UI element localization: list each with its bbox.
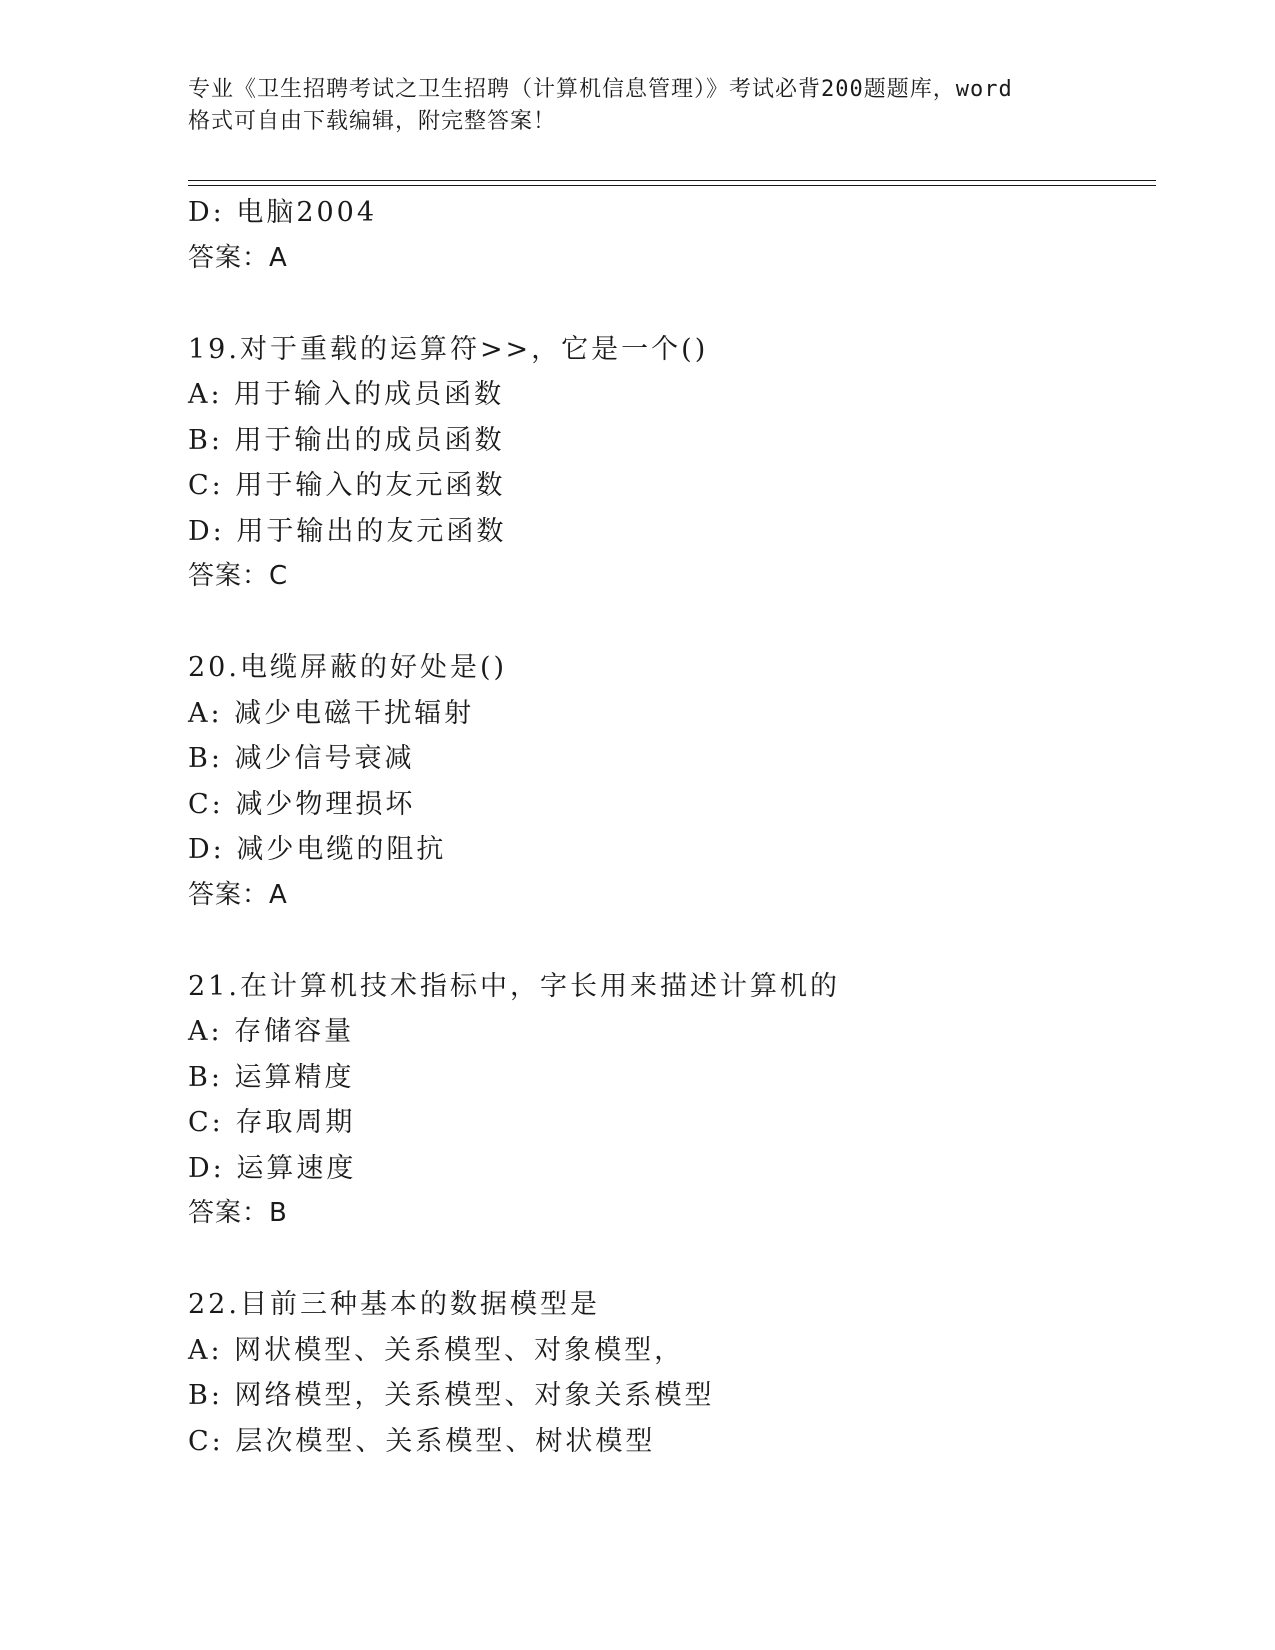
question-stem: 21.在计算机技术指标中，字长用来描述计算机的: [188, 970, 840, 1002]
question-stem: 20.电缆屏蔽的好处是(): [188, 652, 508, 683]
option-c: C: 层次模型、关系模型、树状模型: [188, 1425, 656, 1457]
option-a: A: 减少电磁干扰辐射: [188, 697, 475, 729]
option-c: C: 减少物理损坏: [188, 788, 416, 820]
question-21: [188, 964, 1156, 1237]
question-stem: 19.对于重载的运算符>>，它是一个(): [188, 333, 709, 365]
option-b: B: 运算精度: [188, 1061, 355, 1093]
option-a: A: 存储容量: [188, 1016, 355, 1047]
header-rule-bottom: [188, 185, 1156, 186]
question-stem: 22.目前三种基本的数据模型是: [188, 1289, 600, 1320]
option-b: B: 用于输出的成员函数: [188, 424, 505, 456]
question-19: [188, 327, 1156, 600]
answer: 答案：C: [188, 561, 289, 591]
prev-option-d: D: 电脑2004: [188, 197, 378, 228]
header-line-2: 格式可自由下载编辑，附完整答案！: [188, 109, 557, 134]
header-rule-top: [188, 180, 1156, 181]
answer: 答案：B: [188, 1198, 288, 1228]
option-d: D: 减少电缆的阻抗: [188, 834, 447, 865]
header-line-1: 专业《卫生招聘考试之卫生招聘（计算机信息管理）》考试必背200题题库，word: [188, 77, 1013, 102]
page-header: [188, 74, 1088, 138]
spacer: [188, 600, 1156, 646]
question-20: [188, 645, 1156, 918]
spacer: [188, 918, 1156, 964]
option-d: D: 用于输出的友元函数: [188, 515, 507, 547]
option-d: D: 运算速度: [188, 1152, 357, 1184]
spacer: [188, 1237, 1156, 1283]
option-b: B: 网络模型，关系模型、对象关系模型: [188, 1380, 715, 1411]
question-22: [188, 1282, 1156, 1464]
spacer: [188, 281, 1156, 327]
question-list: [188, 190, 1156, 1464]
option-c: C: 存取周期: [188, 1107, 356, 1138]
option-a: A: 网状模型、关系模型、对象模型，: [188, 1334, 685, 1366]
option-a: A: 用于输入的成员函数: [188, 379, 505, 410]
option-b: B: 减少信号衰减: [188, 743, 415, 774]
answer: 答案：A: [188, 879, 288, 910]
prev-answer: 答案：A: [188, 242, 288, 273]
option-c: C: 用于输入的友元函数: [188, 470, 506, 501]
